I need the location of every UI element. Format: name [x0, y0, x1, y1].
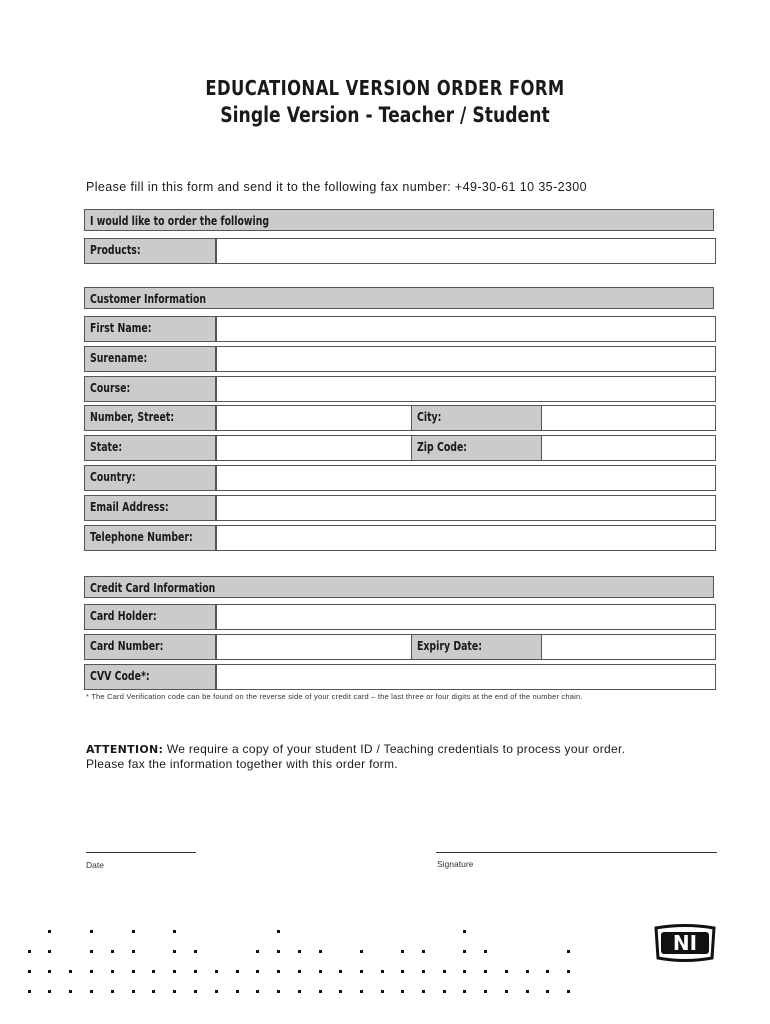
attention-line2: Please fax the information together with this order form.: [86, 757, 398, 771]
form-subtitle: Single Version - Teacher / Student: [220, 103, 550, 127]
first-name-label: First Name:: [90, 321, 152, 335]
decorative-dot: [277, 950, 280, 953]
email-label: Email Address:: [90, 500, 169, 514]
decorative-dot: [215, 990, 218, 993]
products-label-cell: [84, 238, 216, 264]
decorative-dot: [401, 950, 404, 953]
decorative-dot: [298, 990, 301, 993]
decorative-dot: [256, 990, 259, 993]
card-holder-label: Card Holder:: [90, 609, 157, 623]
course-row: [84, 376, 716, 402]
decorative-dot: [277, 970, 280, 973]
decorative-dot: [526, 970, 529, 973]
order-section-header: [84, 209, 714, 231]
attention-note: [86, 742, 625, 772]
decorative-dot: [422, 990, 425, 993]
decorative-dot: [236, 990, 239, 993]
surename-field[interactable]: [216, 346, 716, 372]
street-city-row: [84, 405, 716, 431]
decorative-dot: [111, 950, 114, 953]
course-field[interactable]: [216, 376, 716, 402]
card-number-label: Card Number:: [90, 639, 164, 653]
decorative-dot: [505, 990, 508, 993]
card-number-expiry-row: [84, 634, 716, 660]
state-field[interactable]: [216, 435, 412, 461]
attention-label: ATTENTION:: [86, 743, 164, 756]
telephone-row: [84, 525, 716, 551]
email-field[interactable]: [216, 495, 716, 521]
street-label-cell: [84, 405, 216, 431]
decorative-dot: [546, 990, 549, 993]
decorative-dot: [546, 970, 549, 973]
cvv-label: CVV Code*:: [90, 669, 150, 683]
decorative-dot: [443, 970, 446, 973]
decorative-dot: [194, 950, 197, 953]
order-section-title: I would like to order the following: [90, 214, 270, 228]
decorative-dot: [173, 930, 176, 933]
country-label: Country:: [90, 470, 136, 484]
decorative-dot: [463, 970, 466, 973]
decorative-dot: [111, 990, 114, 993]
state-label: State:: [90, 440, 123, 454]
course-label-cell: [84, 376, 216, 402]
decorative-dot: [90, 990, 93, 993]
decorative-dot: [132, 950, 135, 953]
first-name-row: [84, 316, 716, 342]
expiry-field[interactable]: [541, 634, 716, 660]
decorative-dot: [443, 990, 446, 993]
decorative-dot: [194, 990, 197, 993]
decorative-dot: [319, 970, 322, 973]
decorative-dot: [28, 970, 31, 973]
decorative-dot: [194, 970, 197, 973]
decorative-dot: [381, 970, 384, 973]
decorative-dot: [256, 970, 259, 973]
decorative-dot: [360, 990, 363, 993]
surename-label: Surename:: [90, 351, 148, 365]
credit-section-title: Credit Card Information: [90, 581, 216, 595]
decorative-dot: [484, 990, 487, 993]
card-holder-field[interactable]: [216, 604, 716, 630]
first-name-label-cell: [84, 316, 216, 342]
decorative-dot: [173, 970, 176, 973]
decorative-dot: [111, 970, 114, 973]
decorative-dot: [484, 970, 487, 973]
telephone-label: Telephone Number:: [90, 530, 193, 544]
decorative-dot: [339, 990, 342, 993]
decorative-dot: [90, 930, 93, 933]
decorative-dot: [132, 970, 135, 973]
decorative-dot: [298, 950, 301, 953]
expiry-label-cell: [411, 634, 542, 660]
decorative-dot: [360, 970, 363, 973]
decorative-dot: [48, 950, 51, 953]
street-field[interactable]: [216, 405, 412, 431]
decorative-dot: [256, 950, 259, 953]
intro-text: Please fill in this form and send it to the following fax number: +49-30-61 10 35-2300: [86, 180, 587, 194]
card-holder-label-cell: [84, 604, 216, 630]
decorative-dot: [360, 950, 363, 953]
decorative-dot: [463, 950, 466, 953]
decorative-dot: [567, 950, 570, 953]
decorative-dot: [277, 990, 280, 993]
attention-line1: We require a copy of your student ID / Teaching credentials to process your order.: [163, 742, 626, 756]
products-label: Products:: [90, 243, 141, 257]
street-label: Number, Street:: [90, 410, 175, 424]
email-label-cell: [84, 495, 216, 521]
decorative-dot: [381, 990, 384, 993]
date-line[interactable]: [86, 852, 196, 853]
credit-section-header: [84, 576, 714, 598]
decorative-dot: [173, 990, 176, 993]
date-label: Date: [86, 860, 104, 870]
decorative-dot: [422, 950, 425, 953]
state-zip-row: [84, 435, 716, 461]
zip-field[interactable]: [541, 435, 716, 461]
city-label-cell: [411, 405, 542, 431]
decorative-dot: [463, 990, 466, 993]
telephone-field[interactable]: [216, 525, 716, 551]
dot-pattern: [0, 920, 600, 1000]
decorative-dot: [69, 990, 72, 993]
ni-logo-icon: [654, 924, 716, 962]
card-number-field[interactable]: [216, 634, 412, 660]
state-label-cell: [84, 435, 216, 461]
decorative-dot: [132, 990, 135, 993]
customer-section-header: [84, 287, 714, 309]
decorative-dot: [463, 930, 466, 933]
cvv-label-cell: [84, 664, 216, 690]
decorative-dot: [48, 990, 51, 993]
telephone-label-cell: [84, 525, 216, 551]
decorative-dot: [48, 970, 51, 973]
products-row: [84, 238, 716, 264]
logo-text: NI: [672, 931, 698, 955]
decorative-dot: [152, 990, 155, 993]
cvv-footnote: * The Card Verification code can be found on the reverse side of your credit card – the last three or four digits at the end of the number chain.: [86, 692, 583, 701]
course-label: Course:: [90, 381, 131, 395]
decorative-dot: [277, 930, 280, 933]
decorative-dot: [567, 990, 570, 993]
first-name-field[interactable]: [216, 316, 716, 342]
decorative-dot: [401, 990, 404, 993]
decorative-dot: [132, 930, 135, 933]
decorative-dot: [236, 970, 239, 973]
decorative-dot: [69, 970, 72, 973]
signature-label: Signature: [437, 859, 474, 869]
decorative-dot: [505, 970, 508, 973]
decorative-dot: [298, 970, 301, 973]
decorative-dot: [152, 970, 155, 973]
decorative-dot: [319, 990, 322, 993]
zip-label-cell: [411, 435, 542, 461]
decorative-dot: [173, 950, 176, 953]
card-holder-row: [84, 604, 716, 630]
decorative-dot: [90, 950, 93, 953]
decorative-dot: [422, 970, 425, 973]
decorative-dot: [90, 970, 93, 973]
decorative-dot: [339, 970, 342, 973]
zip-label: Zip Code:: [417, 440, 468, 454]
surename-label-cell: [84, 346, 216, 372]
products-field[interactable]: [216, 238, 716, 264]
cvv-row: [84, 664, 716, 690]
decorative-dot: [28, 990, 31, 993]
city-label: City:: [417, 410, 442, 424]
decorative-dot: [401, 970, 404, 973]
customer-section-title: Customer Information: [90, 292, 207, 306]
country-row: [84, 465, 716, 491]
cvv-field[interactable]: [216, 664, 716, 690]
country-field[interactable]: [216, 465, 716, 491]
decorative-dot: [48, 930, 51, 933]
decorative-dot: [319, 950, 322, 953]
decorative-dot: [484, 950, 487, 953]
country-label-cell: [84, 465, 216, 491]
city-field[interactable]: [541, 405, 716, 431]
expiry-label: Expiry Date:: [417, 639, 482, 653]
signature-line[interactable]: [436, 852, 717, 853]
decorative-dot: [215, 970, 218, 973]
card-number-label-cell: [84, 634, 216, 660]
surename-row: [84, 346, 716, 372]
form-title: EDUCATIONAL VERSION ORDER FORM: [205, 76, 565, 100]
email-row: [84, 495, 716, 521]
decorative-dot: [526, 990, 529, 993]
decorative-dot: [28, 950, 31, 953]
decorative-dot: [567, 970, 570, 973]
